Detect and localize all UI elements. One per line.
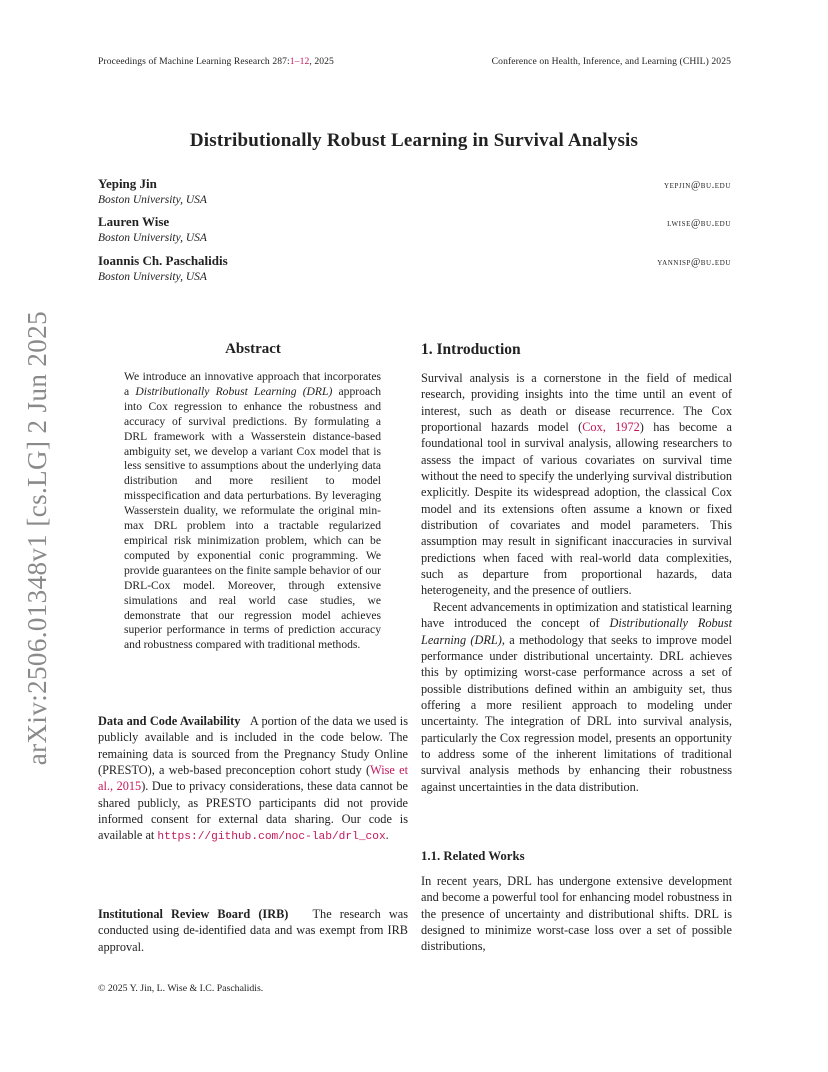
author-affiliation: Boston University, USA <box>98 194 207 206</box>
running-header-left: Proceedings of Machine Learning Research 287:1–12, 2025 <box>98 56 334 67</box>
related-works-body: In recent years, DRL has undergone extensive development and become a powerful tool for enhancing model robustness in the presence of uncertainty and distributional shifts. DRL is designed to minimize worst-case loss over a set of possible distributions, <box>421 874 732 954</box>
data-code-heading: Data and Code Availability <box>98 714 241 728</box>
running-header-right: Conference on Health, Inference, and Learning (CHIL) 2025 <box>491 56 731 67</box>
intro-paragraph-1: Survival analysis is a cornerstone in the field of medical research, providing insights into the time until an event of interest, such as death or disease recurrence. The Cox proportional hazards model (Cox, 1972) has become a foundational tool in survival analysis, allowing researchers to assess the impact of various covariates on survival time without the need to specify the underlying survival distribution explicitly. Despite its widespread adoption, the classical Cox model and its extensions often assume a known or fixed distribution of covariates and model parameters. This assumption may result in significant inaccuracies in survival predictions when faced with real-world data complexities, such as departure from proportional hazards, data heterogeneity, and the presence of outliers. <box>421 371 732 598</box>
copyright-footer: © 2025 Y. Jin, L. Wise & I.C. Paschalidis. <box>98 983 264 994</box>
abstract-body: We introduce an innovative approach that incorporates a Distributionally Robust Learning (DRL) approach into Cox regression to enhance the robustness and accuracy of survival predictions. By formulating a DRL framework with a Wasserstein distance-based ambiguity set, we develop a variant Cox model that is less sensitive to assumptions about the underlying data distribution and more resilient to model misspecification and data perturbations. By leveraging Wasserstein duality, we reformulate the original min-max DRL problem into a tractable regularized empirical risk minimization problem, which can be computed by exponential conic programming. We provide guarantees on the finite sample behavior of our DRL-Cox model. Moreover, through extensive simulations and real world case studies, we demonstrate that our regression model achieves superior performance in terms of prediction accuracy and robustness compared with traditional methods. <box>124 370 381 652</box>
irb-statement: Institutional Review Board (IRB) The research was conducted using de-identified data and was exempt from IRB approval. <box>98 907 408 954</box>
author-name: Yeping Jin <box>98 176 157 191</box>
author-block-3 <box>98 253 228 283</box>
data-code-availability: Data and Code Availability A portion of the data we used is publicly available and is included in the code below. The remaining data is sourced from the Pregnancy Study Online (PRESTO), a web-based preconception cohort study (Wise et al., 2015). Due to privacy considerations, these data cannot be shared publicly, as PRESTO participants did not provide informed consent for external data sharing. Our code is available at https://github.com/noc-lab/drl_cox. <box>98 714 409 844</box>
author-email: yepjin@bu.edu <box>664 180 731 191</box>
intro-paragraph-2: Recent advancements in optimization and statistical learning have introduced the concept of Distributionally Robust Learning (DRL), a methodology that seeks to improve model performance under distributional uncertainty. DRL achieves this by optimizing worst-case performance across a set of possible distributions defined within an ambiguity set, thus offering a more resilient approach to modeling under uncertainty. The integration of DRL into survival analysis, particularly the Cox regression model, presents an opportunity to address some of the inherent limitations of traditional survival analysis methods by enhancing their robustness against uncertainties in the data distribution. <box>421 599 732 794</box>
irb-heading: Institutional Review Board (IRB) <box>98 907 289 921</box>
author-block-1 <box>98 176 207 206</box>
author-name: Lauren Wise <box>98 214 170 229</box>
abstract-heading: Abstract <box>225 341 281 357</box>
author-email: yannisp@bu.edu <box>657 257 731 268</box>
citation-link[interactable]: Wise et al., 2015 <box>98 763 408 794</box>
code-url-link[interactable]: https://github.com/noc-lab/drl_cox <box>157 831 386 844</box>
author-affiliation: Boston University, USA <box>98 232 207 244</box>
introduction-body <box>421 370 732 795</box>
author-name: Ioannis Ch. Paschalidis <box>98 253 228 268</box>
page-range-link[interactable]: 1–12 <box>289 56 310 67</box>
introduction-heading: 1. Introduction <box>421 341 521 358</box>
paper-title: Distributionally Robust Learning in Survival Analysis <box>189 130 639 151</box>
author-affiliation: Boston University, USA <box>98 271 207 283</box>
author-email: lwise@bu.edu <box>667 218 731 229</box>
arxiv-identifier: arXiv:2506.01348v1 [cs.LG] 2 Jun 2025 <box>21 310 52 766</box>
author-block-2 <box>98 214 207 244</box>
related-works-heading: 1.1. Related Works <box>421 849 525 863</box>
citation-link[interactable]: Cox, 1972 <box>582 420 640 435</box>
